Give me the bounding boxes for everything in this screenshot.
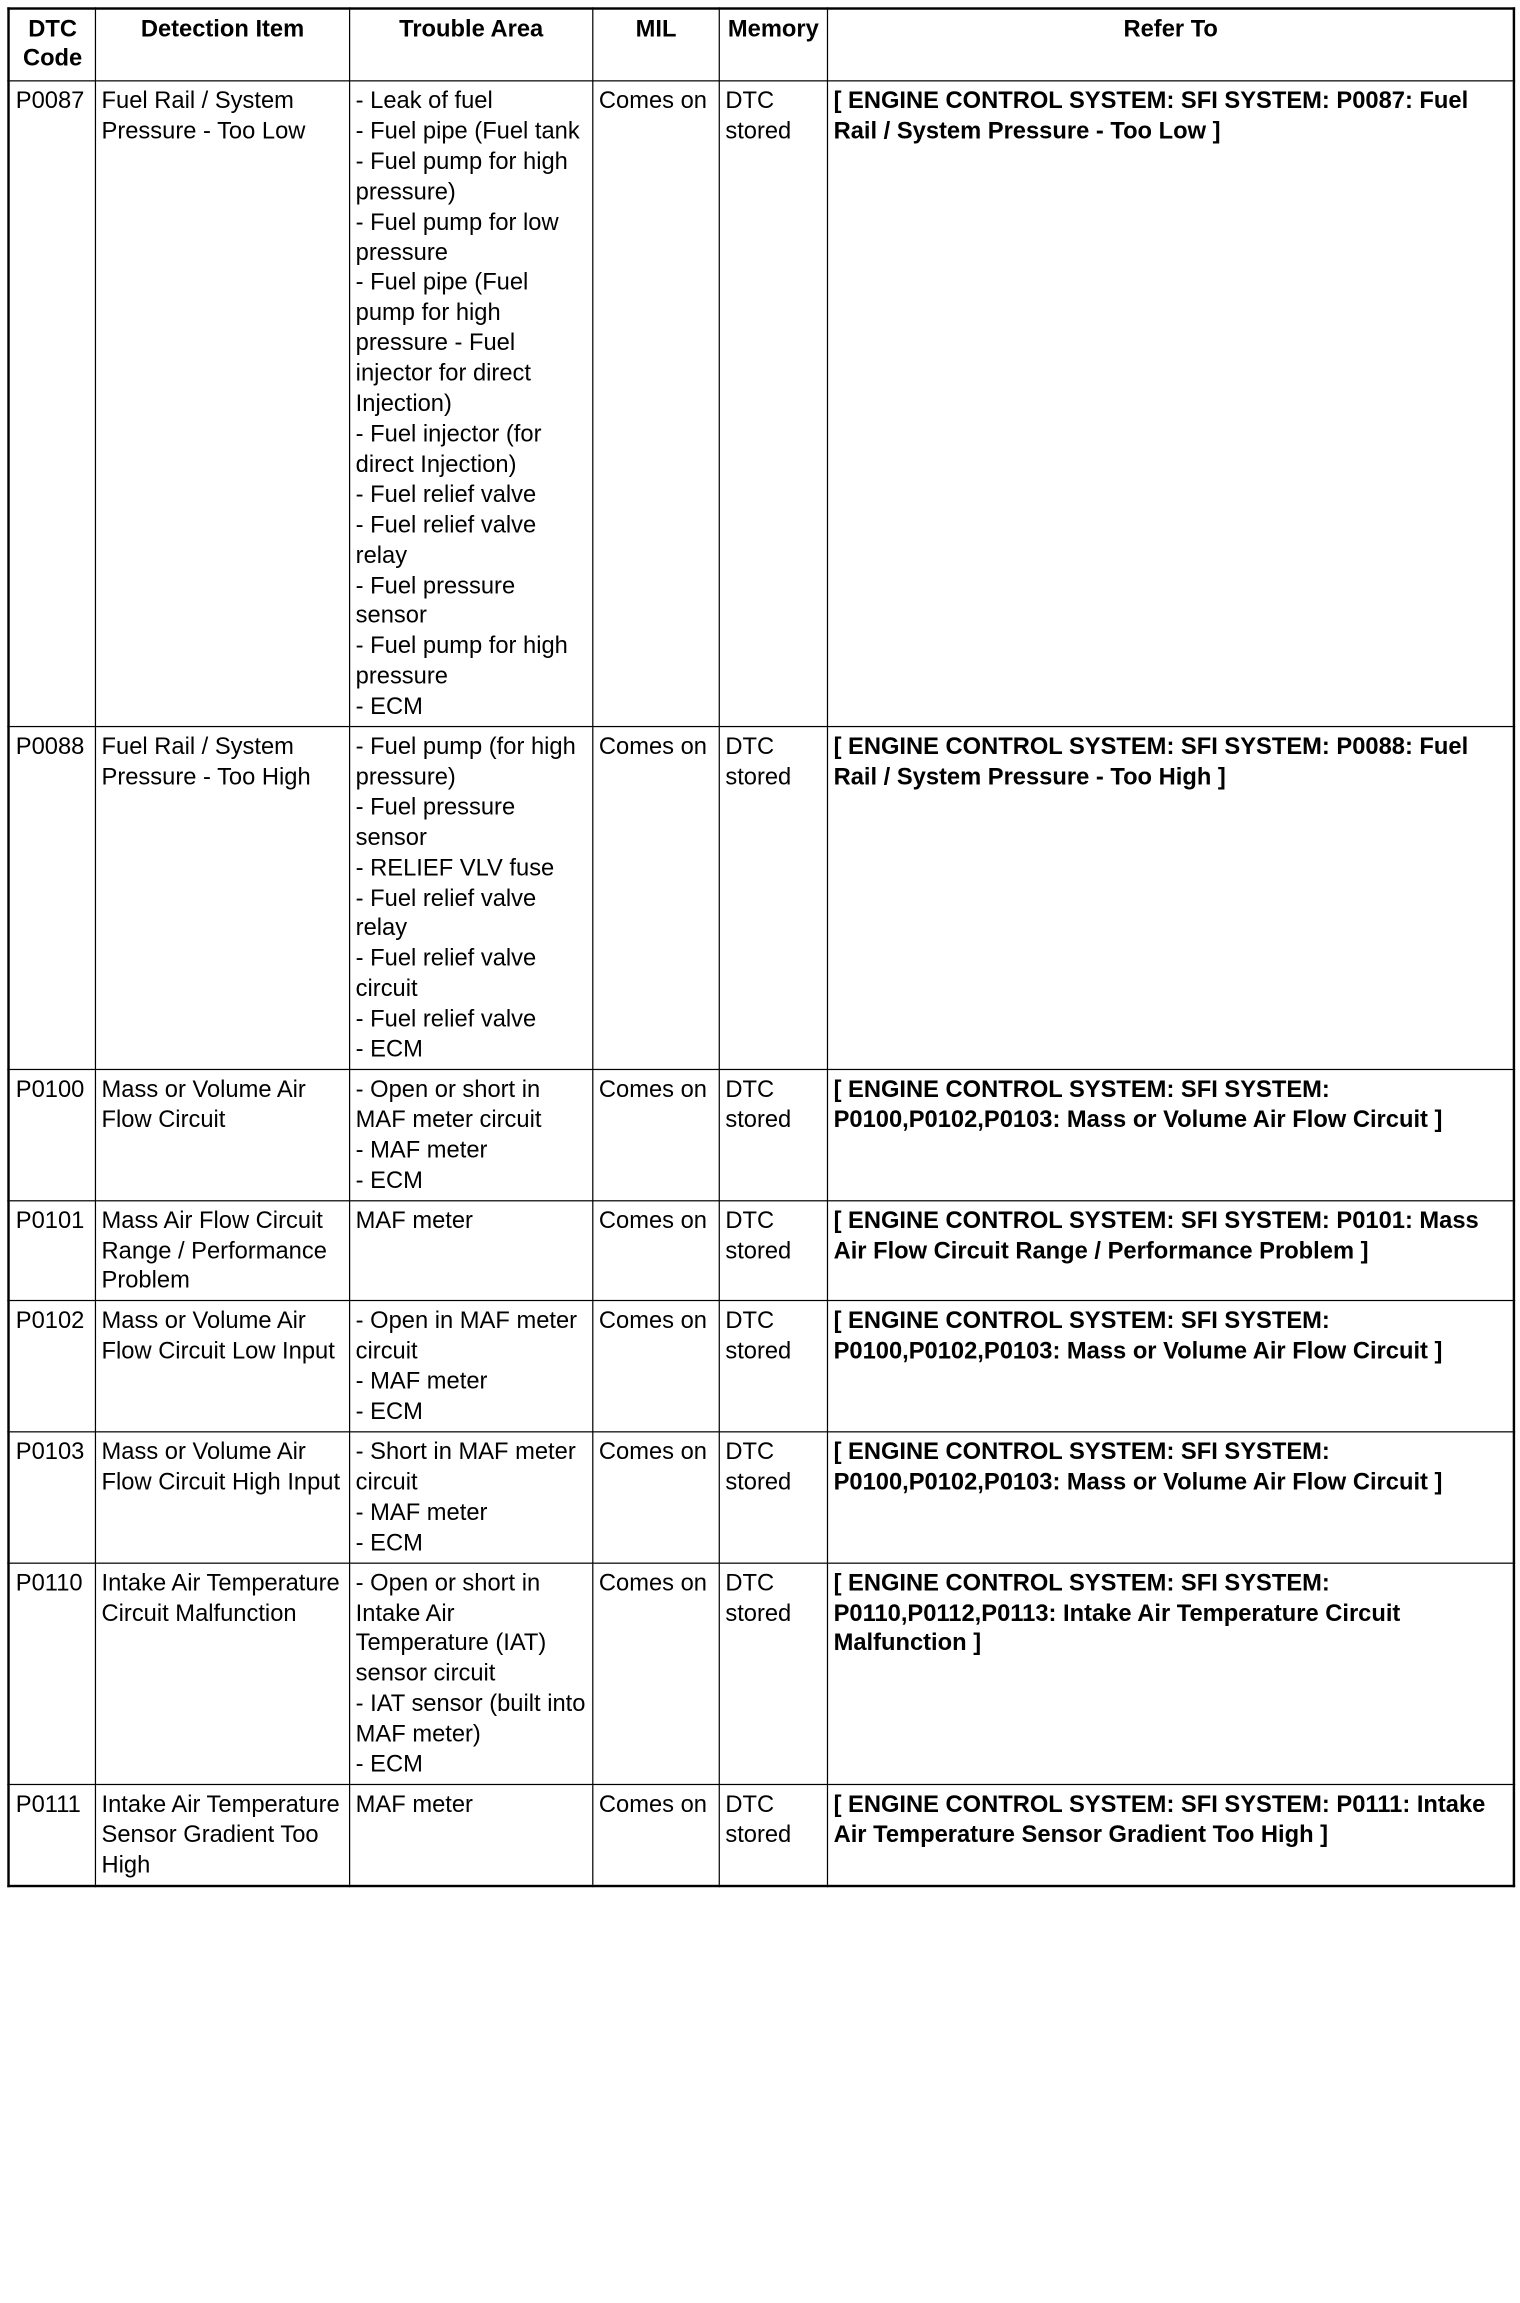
trouble-area-cell	[349, 1432, 592, 1563]
mil-cell: Comes on	[592, 727, 718, 1070]
mil-cell: Comes on	[592, 1563, 718, 1785]
memory-cell: DTC stored	[719, 81, 827, 727]
mil-cell: Comes on	[592, 1069, 718, 1200]
header-mil: MIL	[592, 9, 718, 81]
trouble-area-item: - Fuel pipe (Fuel tank - Fuel pump for high pressure)	[355, 117, 580, 206]
trouble-area-item: - Open in MAF meter circuit	[355, 1307, 578, 1365]
dtc-table	[7, 7, 1515, 1887]
refer-to-link: [ ENGINE CONTROL SYSTEM: SFI SYSTEM: P0100,P0102,P0103: Mass or Volume Air Flow Circuit ]	[827, 1069, 1514, 1200]
dtc-code-cell: P0101	[9, 1200, 95, 1301]
trouble-area-item: - ECM	[355, 1751, 423, 1778]
trouble-area-item: - ECM	[355, 1398, 423, 1426]
trouble-area-item: - Fuel pipe (Fuel pump for high pressure - Fuel injector for direct Injection)	[355, 269, 531, 418]
trouble-area-item: - Fuel relief valve circuit	[355, 945, 537, 1003]
trouble-area-item: - IAT sensor (built into MAF meter)	[355, 1690, 586, 1748]
memory-cell: DTC stored	[719, 1301, 827, 1432]
trouble-area-item: - ECM	[355, 1167, 423, 1194]
header-trouble-area: Trouble Area	[349, 9, 592, 81]
trouble-area-item: - Short in MAF meter circuit	[355, 1438, 576, 1496]
trouble-area-item: - Open or short in MAF meter circuit	[355, 1076, 542, 1134]
trouble-area-item: - Open or short in Intake Air Temperature (IAT) sensor circuit	[355, 1569, 547, 1687]
header-memory: Memory	[719, 9, 827, 81]
mil-cell: Comes on	[592, 81, 718, 727]
memory-cell: DTC stored	[719, 727, 827, 1070]
trouble-area-item: MAF meter	[355, 1791, 473, 1818]
dtc-code-cell: P0100	[9, 1069, 95, 1200]
trouble-area-cell	[349, 1563, 592, 1785]
memory-cell: DTC stored	[719, 1784, 827, 1885]
trouble-area-cell	[349, 1301, 592, 1432]
trouble-area-item: - Leak of fuel	[355, 87, 493, 115]
trouble-area-item: - ECM	[355, 1036, 423, 1063]
dtc-code-cell: P0088	[9, 727, 95, 1070]
trouble-area-item: - MAF meter	[355, 1136, 488, 1164]
trouble-area-item: - MAF meter	[355, 1499, 488, 1526]
header-refer-to: Refer To	[827, 9, 1514, 81]
header-dtc-code: DTC Code	[9, 9, 95, 81]
detection-item-cell: Intake Air Temperature Circuit Malfunction	[95, 1563, 349, 1785]
trouble-area-item: - ECM	[355, 1529, 423, 1557]
trouble-area-item: - Fuel relief valve	[355, 1005, 537, 1033]
table-row	[9, 727, 1514, 1070]
table-row	[9, 1301, 1514, 1432]
detection-item-cell: Fuel Rail / System Pressure - Too Low	[95, 81, 349, 727]
table-row	[9, 1432, 1514, 1563]
memory-cell: DTC stored	[719, 1432, 827, 1563]
mil-cell: Comes on	[592, 1432, 718, 1563]
dtc-code-cell: P0102	[9, 1301, 95, 1432]
trouble-area-cell	[349, 1069, 592, 1200]
refer-to-link: [ ENGINE CONTROL SYSTEM: SFI SYSTEM: P0110,P0112,P0113: Intake Air Temperature Circuit Malfunction ]	[827, 1563, 1514, 1785]
trouble-area-item: - Fuel pressure sensor	[355, 793, 516, 851]
trouble-area-item: - Fuel pump (for high pressure)	[355, 733, 576, 791]
detection-item-cell: Intake Air Temperature Sensor Gradient Too High	[95, 1784, 349, 1885]
mil-cell: Comes on	[592, 1784, 718, 1885]
refer-to-link: [ ENGINE CONTROL SYSTEM: SFI SYSTEM: P0100,P0102,P0103: Mass or Volume Air Flow Circuit ]	[827, 1301, 1514, 1432]
mil-cell: Comes on	[592, 1301, 718, 1432]
detection-item-cell: Mass Air Flow Circuit Range / Performance Problem	[95, 1200, 349, 1301]
trouble-area-item: - Fuel pressure sensor	[355, 572, 516, 630]
dtc-code-cell: P0110	[9, 1563, 95, 1785]
dtc-code-cell: P0111	[9, 1784, 95, 1885]
table-row	[9, 1069, 1514, 1200]
trouble-area-item: - Fuel injector (for direct Injection)	[355, 420, 542, 478]
detection-item-cell: Fuel Rail / System Pressure - Too High	[95, 727, 349, 1070]
memory-cell: DTC stored	[719, 1200, 827, 1301]
trouble-area-cell	[349, 727, 592, 1070]
header-detection-item: Detection Item	[95, 9, 349, 81]
detection-item-cell: Mass or Volume Air Flow Circuit High Input	[95, 1432, 349, 1563]
dtc-code-cell: P0087	[9, 81, 95, 727]
trouble-area-item: MAF meter	[355, 1207, 473, 1234]
refer-to-link: [ ENGINE CONTROL SYSTEM: SFI SYSTEM: P0111: Intake Air Temperature Sensor Gradient Too High ]	[827, 1784, 1514, 1885]
table-row	[9, 1200, 1514, 1301]
trouble-area-item: - RELIEF VLV fuse	[355, 854, 555, 882]
memory-cell: DTC stored	[719, 1563, 827, 1785]
trouble-area-item: - MAF meter	[355, 1368, 488, 1395]
refer-to-link: [ ENGINE CONTROL SYSTEM: SFI SYSTEM: P0088: Fuel Rail / System Pressure - Too High ]	[827, 727, 1514, 1070]
trouble-area-item: - Fuel pump for low pressure	[355, 208, 559, 266]
table-header-row	[9, 9, 1514, 81]
trouble-area-cell	[349, 81, 592, 727]
table-row	[9, 1784, 1514, 1885]
mil-cell: Comes on	[592, 1200, 718, 1301]
refer-to-link: [ ENGINE CONTROL SYSTEM: SFI SYSTEM: P0087: Fuel Rail / System Pressure - Too Low ]	[827, 81, 1514, 727]
detection-item-cell: Mass or Volume Air Flow Circuit Low Input	[95, 1301, 349, 1432]
dtc-code-cell: P0103	[9, 1432, 95, 1563]
trouble-area-item: - Fuel relief valve relay	[355, 511, 537, 569]
table-body	[9, 81, 1514, 1886]
trouble-area-item: - Fuel relief valve	[355, 481, 537, 509]
trouble-area-item: - Fuel relief valve relay	[355, 884, 537, 942]
refer-to-link: [ ENGINE CONTROL SYSTEM: SFI SYSTEM: P0100,P0102,P0103: Mass or Volume Air Flow Circuit ]	[827, 1432, 1514, 1563]
trouble-area-item: - Fuel pump for high pressure	[355, 632, 568, 690]
trouble-area-cell	[349, 1784, 592, 1885]
table-row	[9, 81, 1514, 727]
memory-cell: DTC stored	[719, 1069, 827, 1200]
trouble-area-cell	[349, 1200, 592, 1301]
table-row	[9, 1563, 1514, 1785]
trouble-area-item: - ECM	[355, 693, 423, 721]
refer-to-link: [ ENGINE CONTROL SYSTEM: SFI SYSTEM: P0101: Mass Air Flow Circuit Range / Performance Problem ]	[827, 1200, 1514, 1301]
detection-item-cell: Mass or Volume Air Flow Circuit	[95, 1069, 349, 1200]
